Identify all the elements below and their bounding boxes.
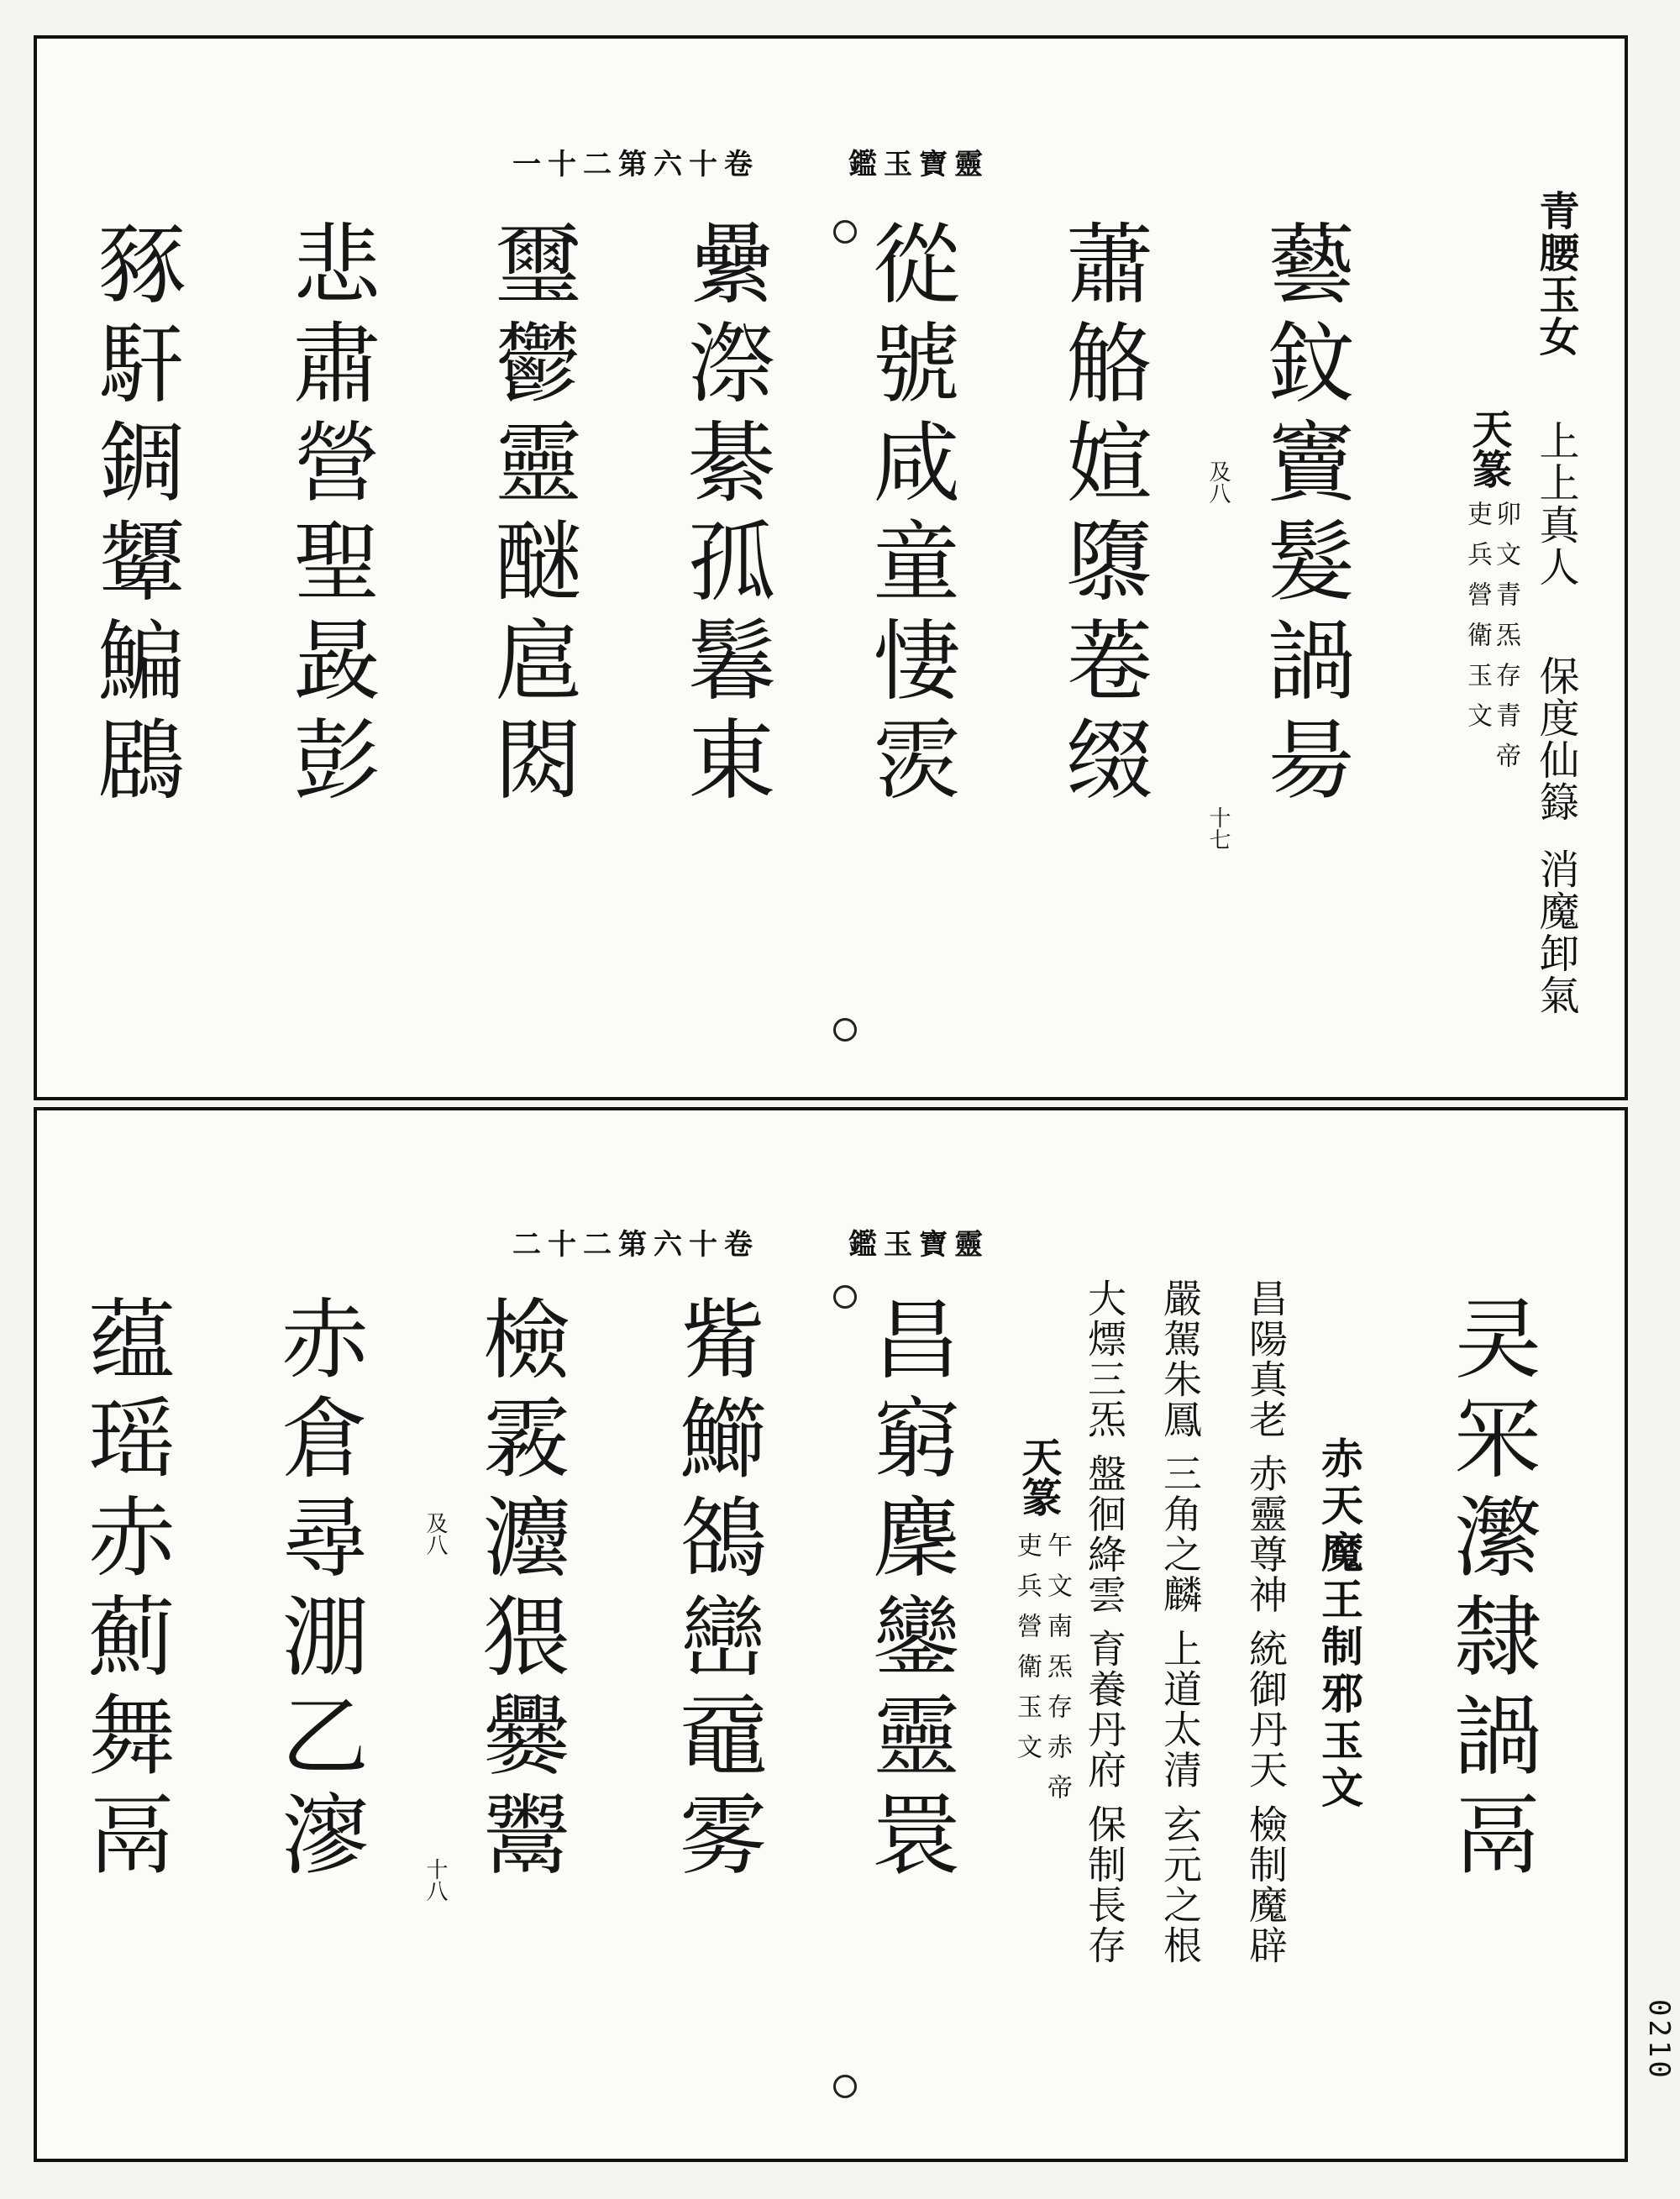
top-annotation-1: 卯文青炁存青帝 (1491, 501, 1520, 783)
top-page-header: 一十二第六十卷 (512, 148, 759, 181)
page-number: 0210 (1642, 1999, 1676, 2081)
top-punctuation-circle-2 (833, 1018, 857, 1042)
bottom-seal-column-1: 昌窮麇鑾靈睘 (858, 1294, 960, 1888)
bottom-page-header-title: 鑑玉寶靈 (848, 1228, 990, 1262)
bottom-page-header: 二十二第六十卷 (512, 1228, 759, 1262)
bottom-seal-column-5: 蕴瑶赤薊舞鬲 (73, 1294, 176, 1888)
bottom-punctuation-circle-2 (833, 2075, 857, 2098)
bottom-annotation-2: 吏兵營衛玉文 (1012, 1532, 1042, 1774)
top-text-line-2: 保度仙籙 (1532, 655, 1579, 823)
bottom-seal-column-right: 㚑冞瀿隸諣鬲 (1439, 1294, 1541, 1888)
bottom-marker-2: 十八 (423, 1858, 448, 1902)
bottom-text-col-1: 昌陽真老 赤靈尊神 統御丹天 檢制魔辟 (1243, 1278, 1289, 1965)
top-page-header-title: 鑑玉寶靈 (848, 148, 990, 181)
bottom-seal-column-2: 觜䲙鵅巒黿雾 (664, 1294, 767, 1888)
bottom-text-col-3: 大熛三炁 盤徊絳雲 育養丹府 保制長存 (1082, 1278, 1127, 1965)
top-seal-column-2: 蕭觡媗隳菤缀 (1051, 218, 1153, 813)
top-seal-column-6: 悲肅營聖晸彭 (278, 218, 381, 813)
bottom-title: 赤天魔王制邪玉文 (1315, 1436, 1364, 1813)
bottom-seal-label: 天篆 (1015, 1436, 1062, 1517)
bottom-seal-column-3: 檢霚灋猥爨鬻 (468, 1294, 570, 1888)
top-title-line: 青腰玉女 (1532, 190, 1579, 358)
top-punctuation-circle-1 (833, 220, 857, 244)
top-page-panel (34, 35, 1628, 1100)
top-seal-column-3: 從號咸童悽䨏 (858, 218, 960, 813)
top-annotation-2: 吏兵營衛玉文 (1462, 501, 1492, 743)
top-seal-label: 天篆 (1465, 408, 1512, 489)
bottom-text-col-2: 嚴駕朱鳳 三角之麟 上道太清 玄元之根 (1158, 1278, 1203, 1965)
bottom-punctuation-circle-1 (833, 1285, 857, 1309)
bottom-seal-column-4: 赤倉尋淜乙㵳 (266, 1294, 369, 1888)
top-seal-column-1: 藝鈫竇髮諣昜 (1252, 218, 1355, 813)
top-text-line-3: 消魔卸氣 (1532, 848, 1579, 1016)
top-marker-2: 十七 (1205, 806, 1231, 850)
top-seal-column-4: 纍漈綦孤鬊東 (673, 218, 775, 813)
bottom-annotation-1: 午文南炁存赤帝 (1042, 1532, 1072, 1814)
top-seal-column-7: 豩馯錭顰鯿鶋 (83, 218, 186, 813)
top-seal-column-5: 璽鬱靈醚扈閦 (480, 218, 582, 813)
bottom-marker-1: 及八 (423, 1512, 448, 1556)
top-marker-1: 及八 (1205, 460, 1231, 504)
top-text-line-1: 上上真人 (1532, 420, 1579, 588)
